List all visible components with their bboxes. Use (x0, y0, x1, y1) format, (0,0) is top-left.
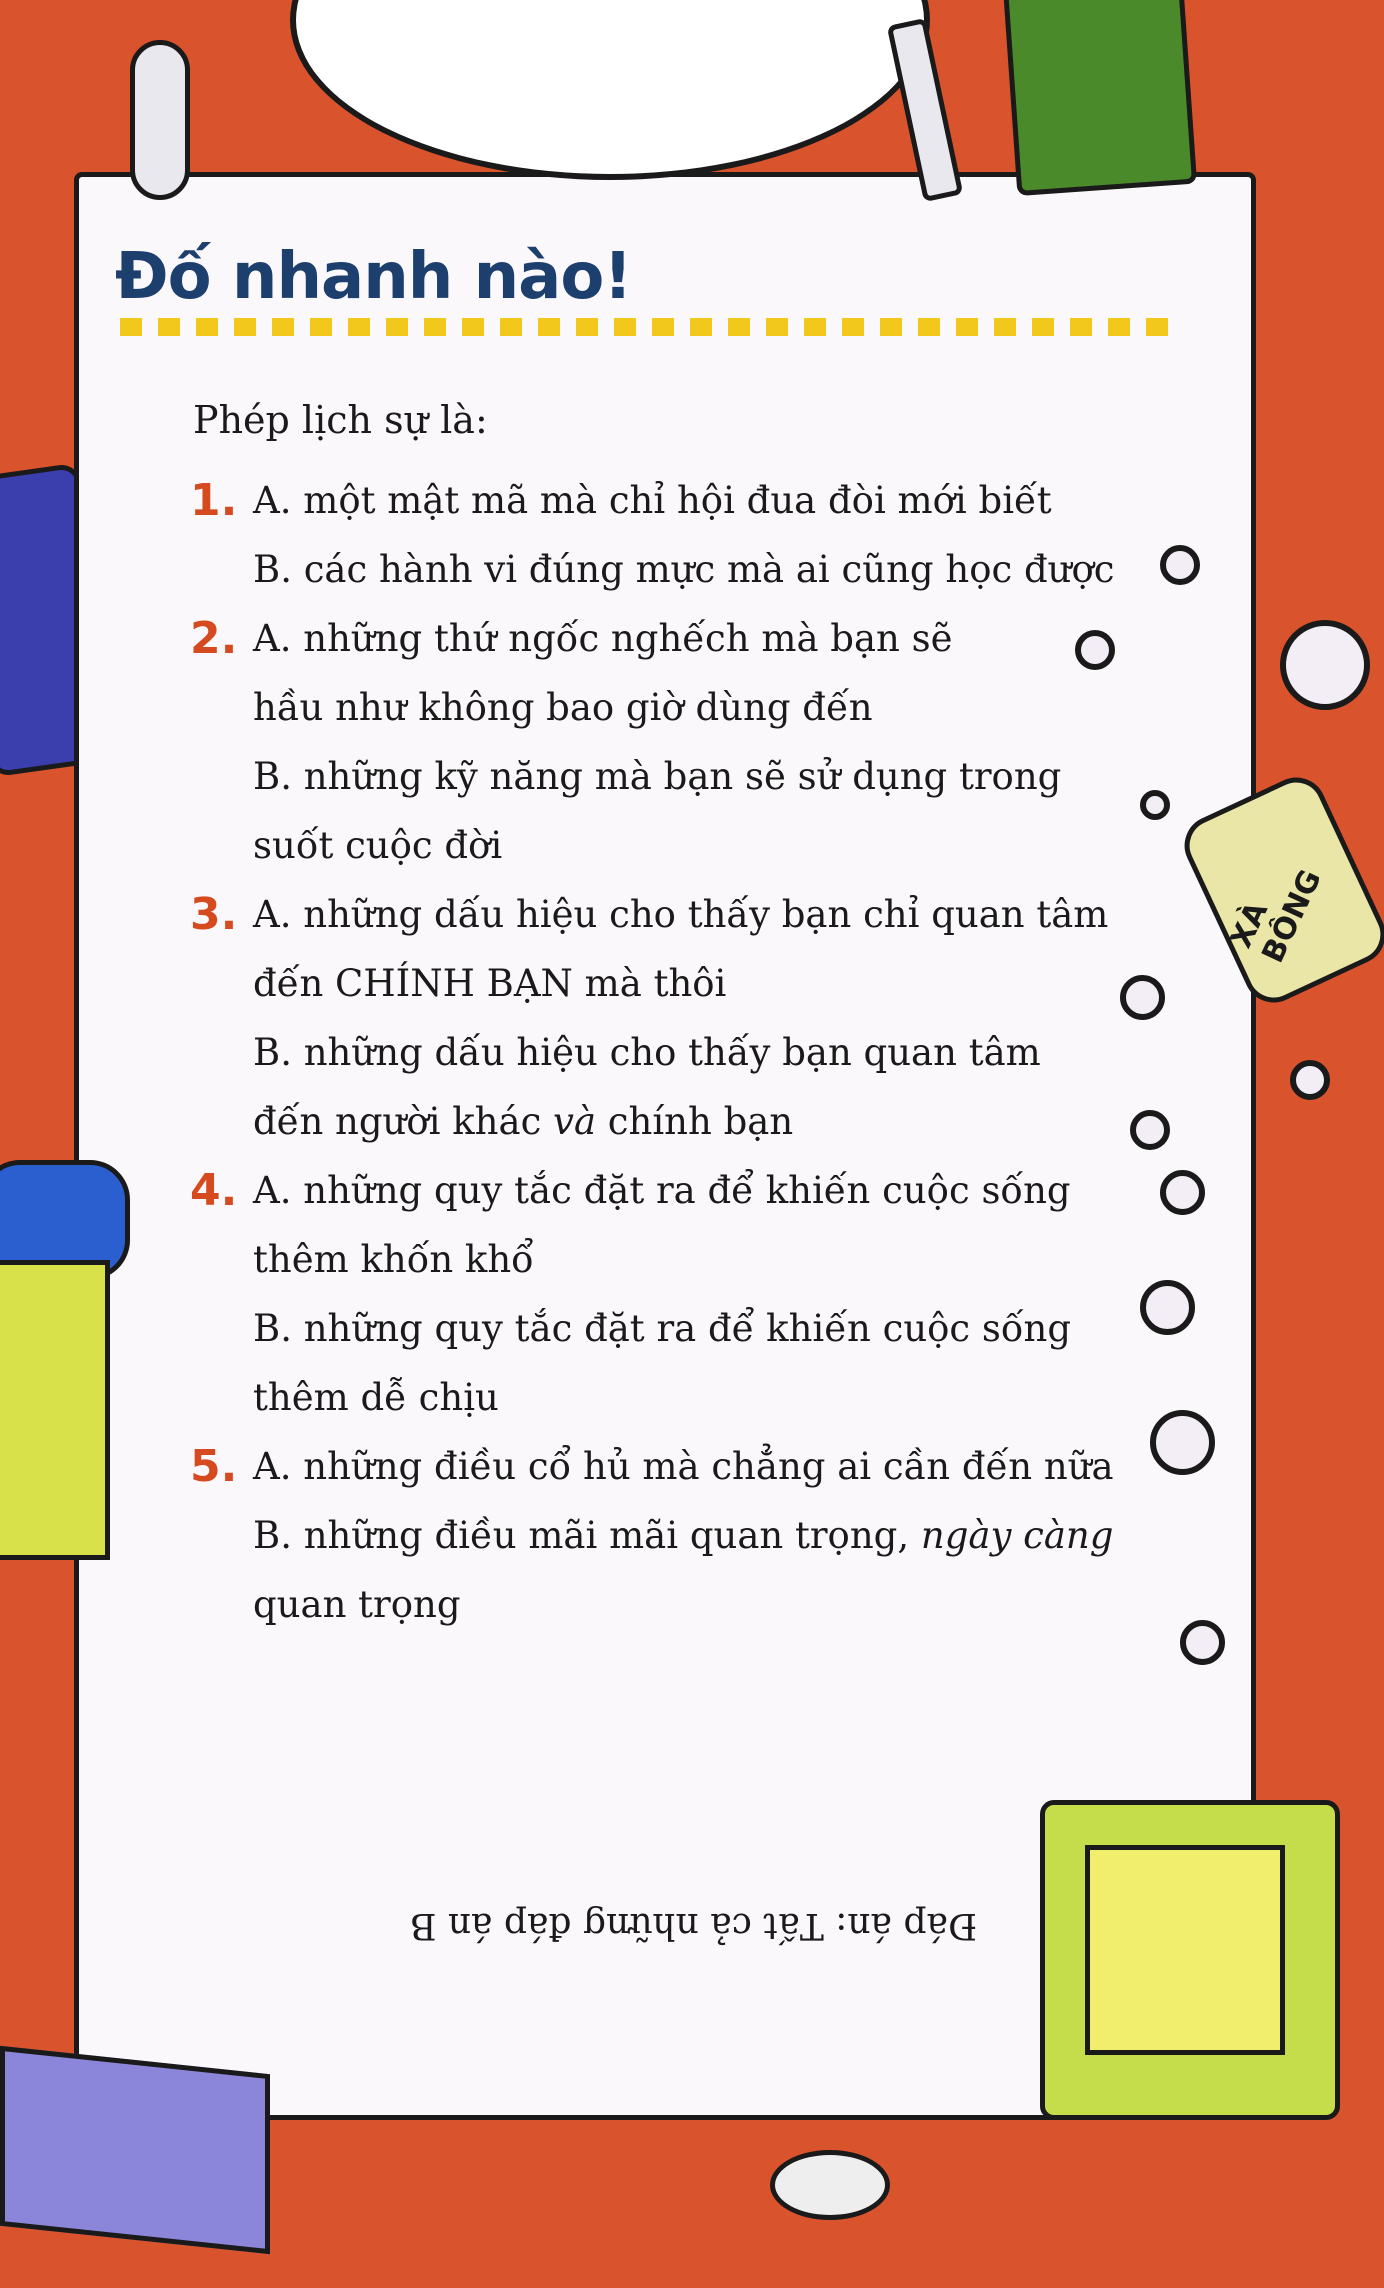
question-item (190, 880, 1150, 1156)
line-text: đến CHÍNH BẠN mà thôi (253, 962, 727, 1005)
bubble-icon (1280, 620, 1370, 710)
question-line (253, 466, 1150, 535)
line-text: chính bạn (596, 1100, 794, 1143)
question-line (253, 811, 1150, 880)
line-text: thêm dễ chịu (253, 1376, 499, 1419)
line-text: quan trọng (253, 1583, 461, 1626)
question-line (253, 1570, 1150, 1639)
question-line (253, 742, 1150, 811)
question-line (253, 1432, 1150, 1501)
question-line (253, 949, 1150, 1018)
question-number: 1. (190, 475, 238, 526)
emphasis-text: ngày càng (920, 1514, 1114, 1557)
line-text: B. những quy tắc đặt ra để khiến cuộc sống (253, 1307, 1072, 1350)
question-item (190, 604, 1150, 880)
line-text: A. một mật mã mà chỉ hội đua đòi mới biết (253, 479, 1052, 522)
mouse-illustration (770, 2150, 890, 2220)
question-line (253, 535, 1150, 604)
page-title: Đố nhanh nào! (115, 240, 632, 314)
line-text: B. những kỹ năng mà bạn sẽ sử dụng trong (253, 755, 1062, 798)
bubble-icon (1180, 1620, 1225, 1665)
question-line (253, 1501, 1150, 1570)
question-line (253, 1225, 1150, 1294)
line-text: hầu như không bao giờ dùng đến (253, 686, 873, 729)
question-list (190, 466, 1150, 1639)
question-number: 4. (190, 1165, 238, 1216)
line-text: A. những quy tắc đặt ra để khiến cuộc sống (253, 1169, 1071, 1212)
tissue-box-illustration (0, 2046, 270, 2254)
line-text: suốt cuộc đời (253, 824, 503, 867)
line-text: B. các hành vi đúng mực mà ai cũng học được (253, 548, 1115, 591)
gift-box-illustration (0, 1260, 110, 1560)
question-item (190, 1156, 1150, 1432)
question-number: 3. (190, 889, 238, 940)
question-line (253, 673, 1150, 742)
question-line (253, 1294, 1150, 1363)
question-line (253, 880, 1150, 949)
line-text: B. những điều mãi mãi quan trọng, (253, 1514, 921, 1557)
computer-illustration (1040, 1800, 1340, 2120)
question-number: 5. (190, 1441, 238, 1492)
plate-illustration (290, 0, 930, 180)
line-text: đến người khác (253, 1100, 554, 1143)
question-item (190, 466, 1150, 604)
question-line (253, 1363, 1150, 1432)
soap-label: XÀ BÔNG (1223, 864, 1329, 969)
question-line (253, 1087, 1150, 1156)
bubble-icon (1150, 1410, 1215, 1475)
question-line (253, 1156, 1150, 1225)
line-text: A. những thứ ngốc nghếch mà bạn sẽ (253, 617, 953, 660)
question-line (253, 604, 1150, 673)
question-number: 2. (190, 613, 238, 664)
napkin-illustration (1003, 0, 1197, 196)
line-text: A. những dấu hiệu cho thấy bạn chỉ quan tâm (253, 893, 1109, 936)
bubble-icon (1160, 545, 1200, 585)
bubble-icon (1290, 1060, 1330, 1100)
quiz-intro: Phép lịch sự là: (193, 398, 488, 442)
title-underline (120, 318, 1180, 336)
line-text: B. những dấu hiệu cho thấy bạn quan tâm (253, 1031, 1041, 1074)
question-item (190, 1432, 1150, 1639)
question-line (253, 1018, 1150, 1087)
answer-upside-down: Đáp án: Tất cả những đáp án B (410, 1905, 978, 1946)
bubble-icon (1160, 1170, 1205, 1215)
spoon-illustration (130, 40, 190, 200)
line-text: thêm khốn khổ (253, 1238, 534, 1281)
emphasis-text: và (553, 1100, 597, 1143)
line-text: A. những điều cổ hủ mà chẳng ai cần đến nữa (253, 1445, 1114, 1488)
